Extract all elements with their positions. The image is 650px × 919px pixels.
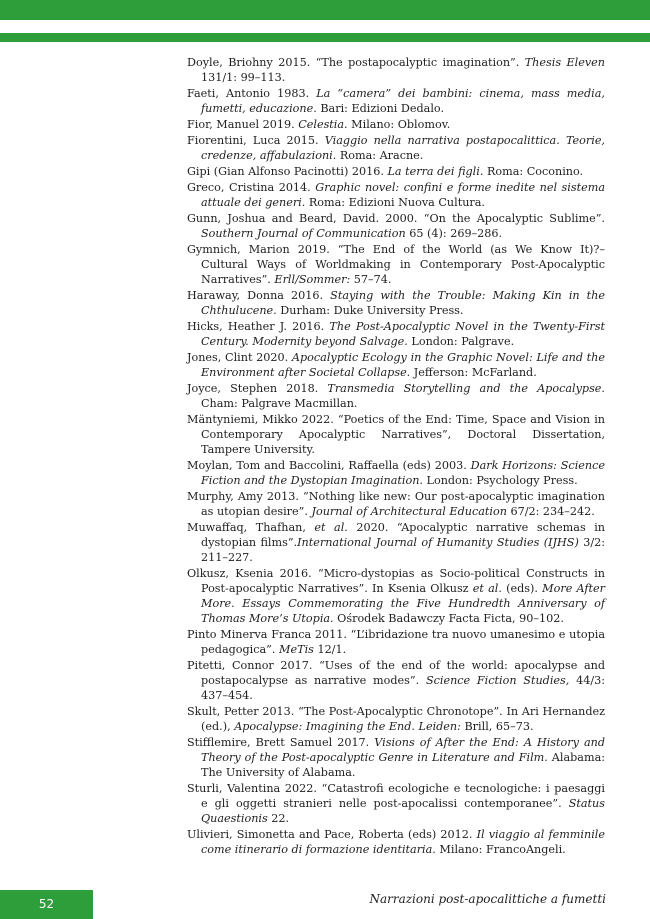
reference-text: Milano: Oblomov. xyxy=(347,118,451,131)
reference-text: Greco, Cristina 2014. xyxy=(187,181,316,194)
bibliography-list xyxy=(187,55,605,858)
reference-entry xyxy=(187,489,605,519)
reference-entry xyxy=(187,412,605,457)
page-footer xyxy=(0,890,650,919)
reference-text: Gunn, Joshua and Beard, David. 2000. “On the Apocalyptic Sublime”. xyxy=(187,212,605,225)
reference-entry xyxy=(187,133,605,163)
reference-title: The Post-Apocalyptic Novel in the Twenty-First Century. Modernity beyond Salvage. xyxy=(201,320,606,348)
reference-text: Jefferson: McFarland. xyxy=(410,366,537,379)
reference-text: Joyce, Stephen 2018. xyxy=(187,382,328,395)
reference-title: Viaggio nella narrativa postapocalittica. Teorie, credenze, affabulazioni. xyxy=(201,134,605,162)
reference-title: More After More. Essays Commemorating the Five Hundredth Anniversary of Thomas More’s Utopia. xyxy=(201,582,606,625)
reference-title: Erll/Sommer: xyxy=(274,273,351,286)
header-accent-bar xyxy=(0,0,650,20)
reference-title: Il viaggio al femminile come itinerario di formazione identitaria. xyxy=(201,828,605,856)
reference-entry xyxy=(187,319,605,349)
reference-text: Ulivieri, Simonetta and Pace, Roberta (eds) 2012. xyxy=(187,828,477,841)
reference-entry xyxy=(187,781,605,826)
reference-text: Gymnich, Marion 2019. “The End of the World (as We Know It)?– Cultural Ways of Worldmaking in Contemporary Post-Apocalyptic Narratives”. xyxy=(187,243,605,286)
reference-text: Murphy, Amy 2013. “Nothing like new: Our post-apocalyptic imagination as utopian desire”. xyxy=(187,490,605,518)
reference-text: Ośrodek Badawczy Facta Ficta, 90–102. xyxy=(333,612,564,625)
reference-text: Roma: Edizioni Nuova Cultura. xyxy=(305,196,485,209)
reference-title: Science Fiction Studies, xyxy=(425,674,570,687)
reference-text: 65 (4): 269–286. xyxy=(405,227,503,240)
reference-title: Celestia. xyxy=(298,118,348,131)
reference-title: La terra dei figli. xyxy=(387,165,484,178)
reference-entry xyxy=(187,658,605,703)
reference-entry xyxy=(187,350,605,380)
reference-text: Stifflemire, Brett Samuel 2017. xyxy=(187,736,375,749)
reference-title: Thesis Eleven xyxy=(524,56,605,69)
reference-text: London: Psychology Press. xyxy=(422,474,578,487)
reference-text: 131/1: 99–113. xyxy=(201,71,286,84)
reference-entry xyxy=(187,458,605,488)
reference-text: Durham: Duke University Press. xyxy=(276,304,464,317)
reference-entry xyxy=(187,704,605,734)
reference-title: Status Quaestionis xyxy=(201,797,605,825)
reference-title: Dark Horizons: Science Fiction and the Dystopian Imagination. xyxy=(201,459,605,487)
reference-text: 22. xyxy=(267,812,290,825)
reference-entry xyxy=(187,381,605,411)
reference-text: Gipi (Gian Alfonso Pacinotti) 2016. xyxy=(187,165,388,178)
reference-text: Mäntyniemi, Mikko 2022. “Poetics of the End: Time, Space and Vision in Contemporary Apocalyptic Narratives”, Doctoral Dissertation, Tampere University. xyxy=(187,413,605,456)
reference-entry xyxy=(187,180,605,210)
reference-text: Olkusz, Ksenia 2016. “Micro-dystopias as Socio-political Constructs in Post-apocalyptic Narratives”. In Ksenia Olkusz xyxy=(187,567,605,595)
reference-title: International Journal of Humanity Studies (IJHS) xyxy=(297,536,579,549)
page-number: 52 xyxy=(0,890,93,919)
reference-text: Alabama: The University of Alabama. xyxy=(201,751,606,779)
reference-text: 12/1. xyxy=(313,643,347,656)
reference-text: Muwaffaq, Thafhan, xyxy=(187,521,315,534)
reference-title: Visions of After the End: A History and Theory of the Post-apocalyptic Genre in Literature and Film. xyxy=(201,736,605,764)
reference-text: 57–74. xyxy=(350,273,392,286)
reference-title: La “camera” dei bambini: cinema, mass media, fumetti, educazione. xyxy=(201,87,605,115)
reference-title: Apocalypse: Imagining the End. Leiden: xyxy=(234,720,461,733)
reference-text: Cham: Palgrave Macmillan. xyxy=(201,397,358,410)
reference-entry xyxy=(187,211,605,241)
reference-text: London: Palgrave. xyxy=(407,335,515,348)
reference-title: Transmedia Storytelling and the Apocalypse. xyxy=(327,382,605,395)
reference-text: Milano: FrancoAngeli. xyxy=(435,843,566,856)
reference-entry xyxy=(187,520,605,565)
reference-text: Sturli, Valentina 2022. “Catastrofi ecologiche e tecnologiche: i paesaggi e gli oggetti stranieri nelle post-apocalissi contemporanee”. xyxy=(187,782,605,810)
reference-text: 3/2: 211–227. xyxy=(201,536,605,564)
header-accent-stripe xyxy=(0,33,650,42)
reference-text: Hicks, Heather J. 2016. xyxy=(187,320,330,333)
reference-title: Southern Journal of Communication xyxy=(201,227,406,240)
reference-text: Roma: Coconino. xyxy=(483,165,584,178)
reference-title: Journal of Architectural Education xyxy=(311,505,507,518)
reference-text: 67/2: 234–242. xyxy=(506,505,595,518)
reference-title: et al. xyxy=(472,582,502,595)
reference-entry xyxy=(187,288,605,318)
reference-text: Bari: Edizioni Dedalo. xyxy=(316,102,445,115)
reference-text: Roma: Aracne. xyxy=(336,149,424,162)
reference-entry xyxy=(187,627,605,657)
reference-text: 44/3: 437–454. xyxy=(201,674,606,702)
reference-entry xyxy=(187,735,605,780)
reference-entry xyxy=(187,164,605,179)
reference-text: Moylan, Tom and Baccolini, Raffaella (eds) 2003. xyxy=(187,459,471,472)
reference-title: Staying with the Trouble: Making Kin in the Chthulucene. xyxy=(201,289,606,317)
reference-title: MeTis xyxy=(279,643,314,656)
reference-entry xyxy=(187,86,605,116)
reference-text: (eds). xyxy=(501,582,543,595)
reference-text: Skult, Petter 2013. “The Post-Apocalyptic Chronotope”. In Ari Hernandez (ed.), xyxy=(187,705,605,733)
reference-entry xyxy=(187,117,605,132)
reference-entry xyxy=(187,827,605,857)
reference-entry xyxy=(187,566,605,626)
reference-text: Brill, 65–73. xyxy=(460,720,534,733)
reference-title: et al. xyxy=(314,521,348,534)
reference-text: Fiorentini, Luca 2015. xyxy=(187,134,325,147)
reference-entry xyxy=(187,242,605,287)
reference-title: Apocalyptic Ecology in the Graphic Novel: Life and the Environment after Societal Collapse. xyxy=(201,351,605,379)
reference-entry xyxy=(187,55,605,85)
reference-text: Pinto Minerva Franca 2011. “L’ibridazione tra nuovo umanesimo e utopia pedagogica”. xyxy=(187,628,605,656)
running-title: Narrazioni post-apocalittiche a fumetti xyxy=(369,892,606,906)
reference-text: Doyle, Briohny 2015. “The postapocalyptic imagination”. xyxy=(187,56,525,69)
reference-text: Fior, Manuel 2019. xyxy=(187,118,299,131)
reference-text: Faeti, Antonio 1983. xyxy=(187,87,317,100)
reference-text: Pitetti, Connor 2017. “Uses of the end of the world: apocalypse and postapocalypse as narrative modes”. xyxy=(187,659,605,687)
reference-title: Graphic novel: confini e forme inedite nel sistema attuale dei generi. xyxy=(201,181,606,209)
reference-text: Haraway, Donna 2016. xyxy=(187,289,331,302)
reference-text: Jones, Clint 2020. xyxy=(187,351,292,364)
reference-text: 2020. “Apocalyptic narrative schemas in dystopian films”. xyxy=(201,521,605,549)
